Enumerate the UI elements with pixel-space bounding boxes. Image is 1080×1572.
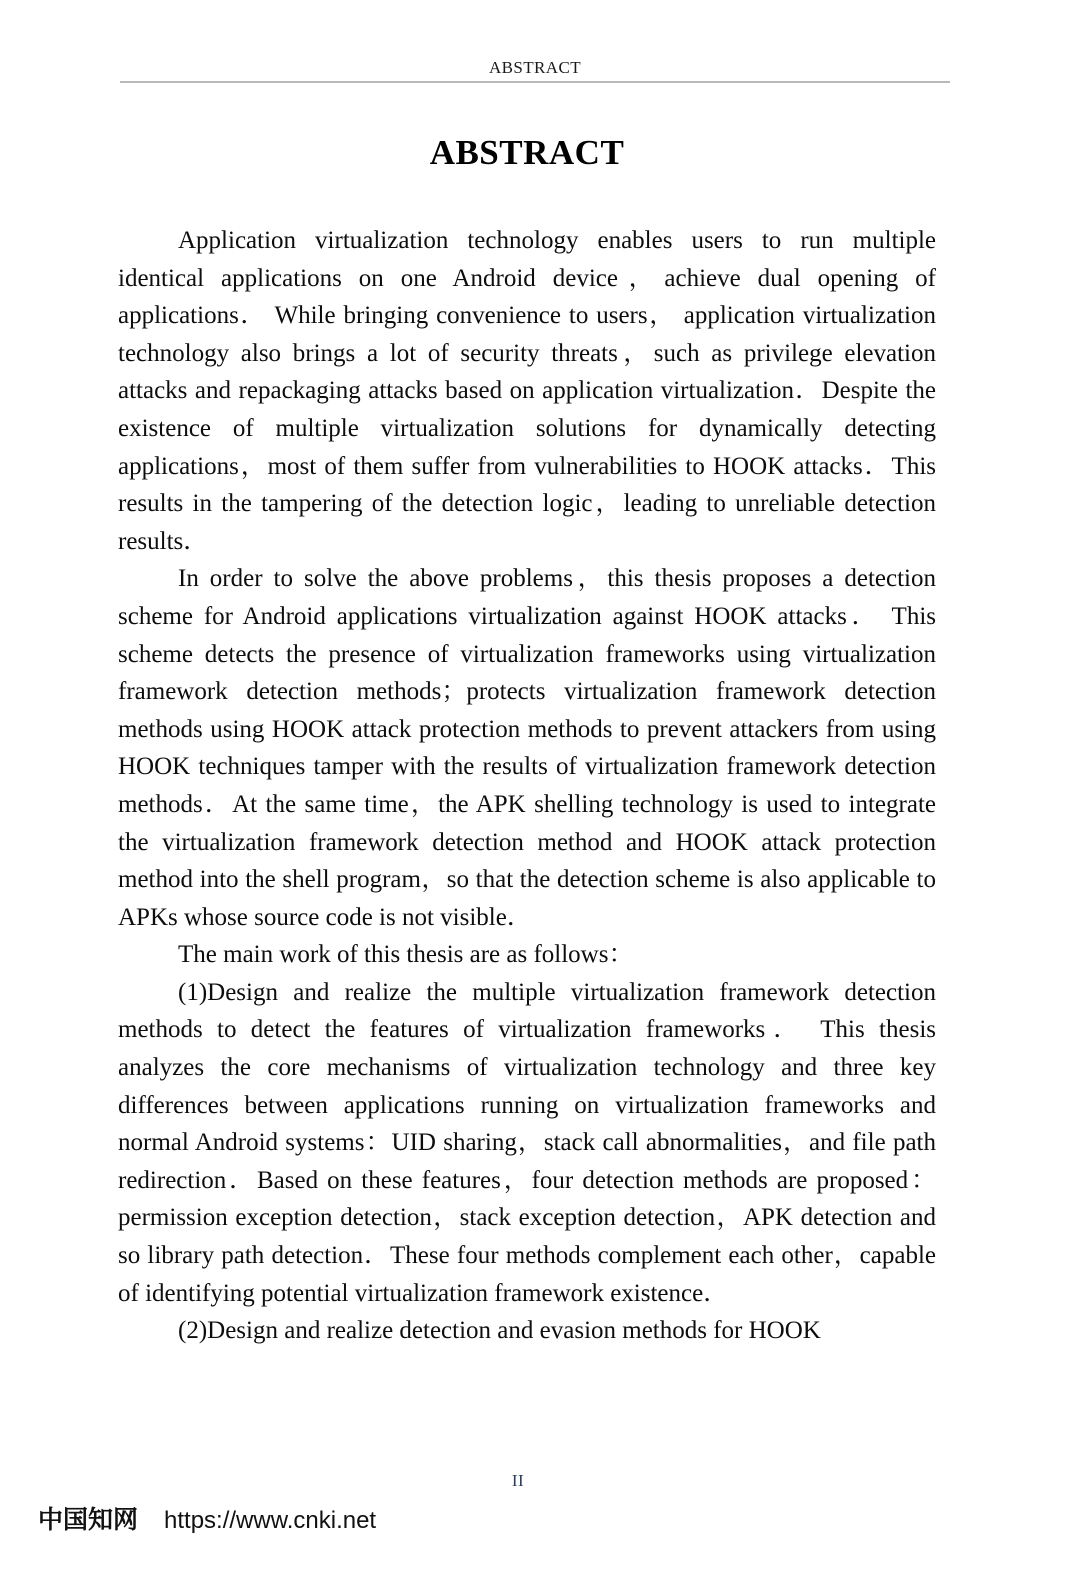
header-rule-divider xyxy=(120,81,950,83)
cnki-url-label: https://www.cnki.net xyxy=(164,1507,377,1534)
page-number: II xyxy=(511,1471,525,1490)
paragraph: In order to solve the above problems，this thesis proposes a detection scheme for Android applications virtualization against HOOK attacks． This scheme detects the presence of virtualization frameworks using virtualization framework detection methods；protects virtualization framework detection methods using HOOK attack protection methods to prevent attackers from using HOOK techniques tamper with the results of virtualization framework detection methods．At the same time，the APK shelling technology is used to integrate the virtualization framework detection method and HOOK attack protection method into the shell program，so that the detection scheme is also applicable to APKs whose source code is not visible． xyxy=(118,565,936,931)
paragraph: (2)Design and realize detection and evasion methods for HOOK xyxy=(178,1317,821,1345)
abstract-body xyxy=(118,222,936,1350)
cnki-brand-label: 中国知网 xyxy=(38,1506,139,1534)
paragraph: (1)Design and realize the multiple virtualization framework detection methods to detect the features of virtualization frameworks． This thesis analyzes the core mechanisms of virtualization technology and three key differences between applications running on virtualization frameworks and normal Android systems：UID sharing，stack call abnormalities，and file path redirection．Based on these features，four detection methods are proposed：permission exception detection，stack exception detection，APK detection and so library path detection．These four methods complement each other，capable of identifying potential virtualization framework existence． xyxy=(118,978,936,1307)
running-header: ABSTRACT xyxy=(489,58,581,77)
paragraph: The main work of this thesis are as follows： xyxy=(178,941,634,969)
paragraph: Application virtualization technology enables users to run multiple identical applications on one Android device，achieve dual opening of applications． While bringing convenience to users， application virtualization technology also brings a lot of security threats，such as privilege elevation attacks and repackaging attacks based on application virtualization．Despite the existence of multiple virtualization solutions for dynamically detecting applications，most of them suffer from vulnerabilities to HOOK attacks．This results in the tampering of the detection logic，leading to unreliable detection results． xyxy=(118,227,936,555)
cnki-watermark xyxy=(38,1500,376,1536)
page-title: ABSTRACT xyxy=(429,133,625,173)
